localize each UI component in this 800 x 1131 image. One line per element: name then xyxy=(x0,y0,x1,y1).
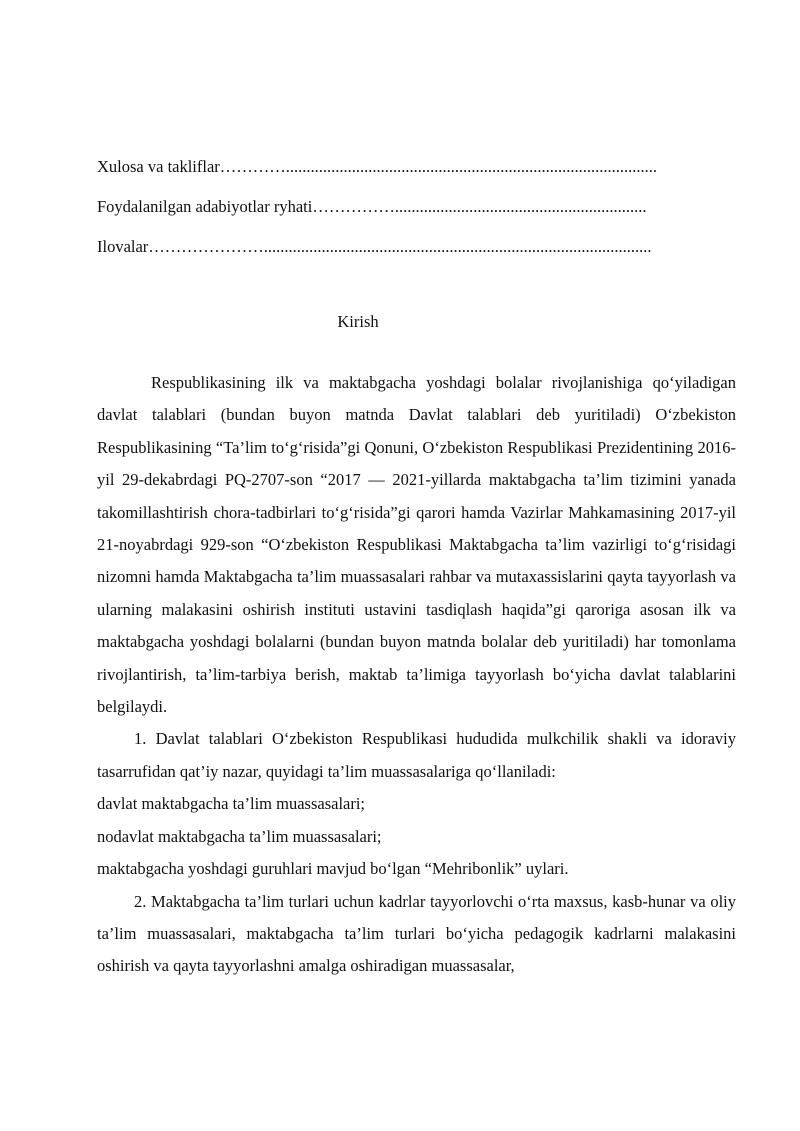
list-item-mehribonlik-homes: maktabgacha yoshdagi guruhlari mavjud bo‘lgan “Mehribonlik” uylari. xyxy=(97,859,569,879)
toc-entry-appendices: Ilovalar………………….............................................................................................. xyxy=(97,237,652,256)
section-heading: Kirish xyxy=(337,312,379,331)
list-item-state-institutions: davlat maktabgacha ta’lim muassasalari; xyxy=(97,794,366,814)
body-text xyxy=(97,367,736,983)
toc-entry-references: Foydalanilgan adabiyotlar ryhati……………............................................................. xyxy=(97,197,647,216)
paragraph-item-2: 2. Maktabgacha ta’lim turlari uchun kadrlar tayyorlovchi o‘rta maxsus, kasb-hunar va oliy ta’lim muassasalari, maktabgacha ta’lim turlari bo‘yicha pedagogik kadrlarni malakasini oshirish va qayta tayyorlashni amalga oshiradigan muassasalar, xyxy=(97,891,736,976)
list-item-private-institutions: nodavlat maktabgacha ta’lim muassasalari; xyxy=(97,826,382,846)
paragraph-item-1: 1. Davlat talablari O‘zbekiston Respublikasi hududida mulkchilik shakli va idoraviy tasarrufidan qat’iy nazar, quyidagi ta’lim muassasalariga qo‘llaniladi: xyxy=(97,729,736,781)
table-of-contents xyxy=(97,155,737,275)
paragraph-intro: Respublikasining ilk va maktabgacha yoshdagi bolalar rivojlanishiga qo‘yiladigan davlat talablari (bundan buyon matnda Davlat talablari deb yuritiladi) O‘zbekiston Respublikasining “Ta’lim to‘g‘risida”gi Qonuni, O‘zbekiston Respublikasi Prezidentining 2016-yil 29-dekabrdagi PQ-2707-son “2017 — 2021-yillarda maktabgacha ta’lim tizimini yanada takomillashtirish chora-tadbirlari to‘g‘risida”gi qarori hamda Vazirlar Mahkamasining 2017-yil 21-noyabrdagi 929-son “O‘zbekiston Respublikasi Maktabgacha ta’lim vazirligi to‘g‘risidagi nizomni hamda Maktabgacha ta’lim muassasalari rahbar va mutaxassislarini qayta tayyorlash va ularning malakasini oshirish instituti ustavini tasdiqlash haqida”gi qaroriga asosan ilk va maktabgacha yoshdagi bolalarni (bundan buyon matnda bolalar deb yuritiladi) har tomonlama rivojlantirish, ta’lim-tarbiya berish, maktab ta’limiga tayyorlash bo‘yicha davlat talablarini belgilaydi. xyxy=(97,373,736,717)
toc-entry-conclusions: Xulosa va takliflar………….......................................................................................... xyxy=(97,157,658,176)
